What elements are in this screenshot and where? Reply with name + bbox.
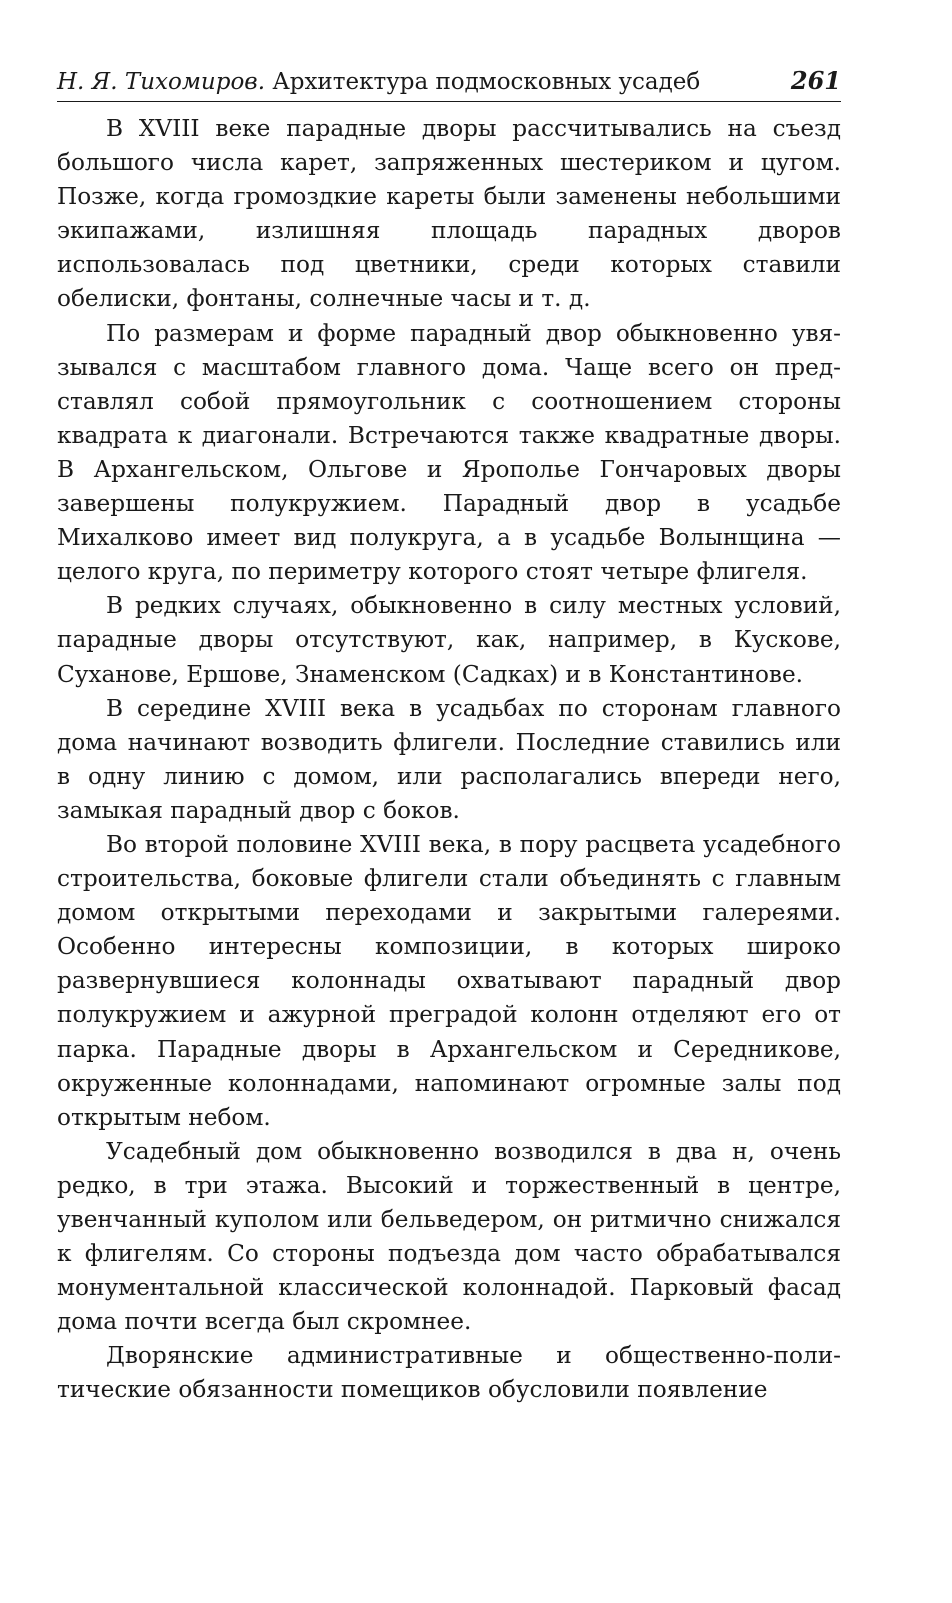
paragraph: Дворянские административные и общественно-политические обязанности помещиков обусловили появление [57, 1342, 841, 1404]
paragraph: Усадебный дом обыкновенно возводился в два н, очень редко, в три этажа. Высокий и торжественный в центре, увенчанный куполом или бельведером, он ритмично снижался к флигелям. Со стороны подъезда дом часто обрабатывался монументальной классической колоннадой. Парковый фасад дома почти всегда был скромнее. [57, 1137, 841, 1336]
paragraph: Во второй половине XVIII века, в пору расцвета усадебного строительства, боковые флигели стали объединять с главным домом открытыми переходами и закрытыми галереями. Особенно интересны композиции, в которых широко развернувшиеся колоннады охватывают парадный двор полукружием и ажурной преградой колонн отделяют его от парка. Парадные дворы в Архангельском и Середникове, окруженные колоннадами, напоминают огромные залы под открытым небом. [57, 830, 841, 1131]
paragraph: В XVIII веке парадные дворы рассчитывались на съезд большого числа карет, запряженных шестериком и цугом. Позже, когда громоздкие кареты были заменены небольшими экипажами, излишняя площадь парадных дворов использовалась под цветники, среди которых ставили обелиски, фонтаны, солнечные часы и т. д. [57, 115, 841, 313]
running-head-text [57, 67, 700, 97]
paragraph: В редких случаях, обыкновенно в силу местных условий, парадные дворы отсутствуют, как, например, в Кускове, Суханове, Ершове, Знаменском (Садках) и в Константинове. [57, 592, 841, 688]
paragraph: В середине XVIII века в усадьбах по сторонам главного дома начинают возводить флигели. Последние ставились или в одну линию с домом, или располагались впереди него, замыкая парадный двор с боков. [57, 694, 841, 824]
book-page [57, 66, 841, 1408]
paragraph: По размерам и форме парадный двор обыкновенно увязывался с масштабом главного дома. Чаще всего он представлял собой прямоугольник с соотношением стороны квадрата к диагонали. Встречаются также квадратные дворы. В Архангельском, Ольгове и Ярополье Гончаровых дворы завершены полукружием. Парадный двор в усадьбе Михалково имеет вид полукруга, а в усадьбе Волынщина — целого круга, по периметру которого стоят четыре флигеля. [57, 319, 841, 586]
body-text [57, 112, 841, 1408]
page-number: 261 [790, 66, 841, 95]
author-name: Н. Я. Тихомиров. [57, 69, 265, 95]
running-head [57, 66, 841, 102]
book-title: Архитектура подмосковных усадеб [272, 69, 701, 95]
